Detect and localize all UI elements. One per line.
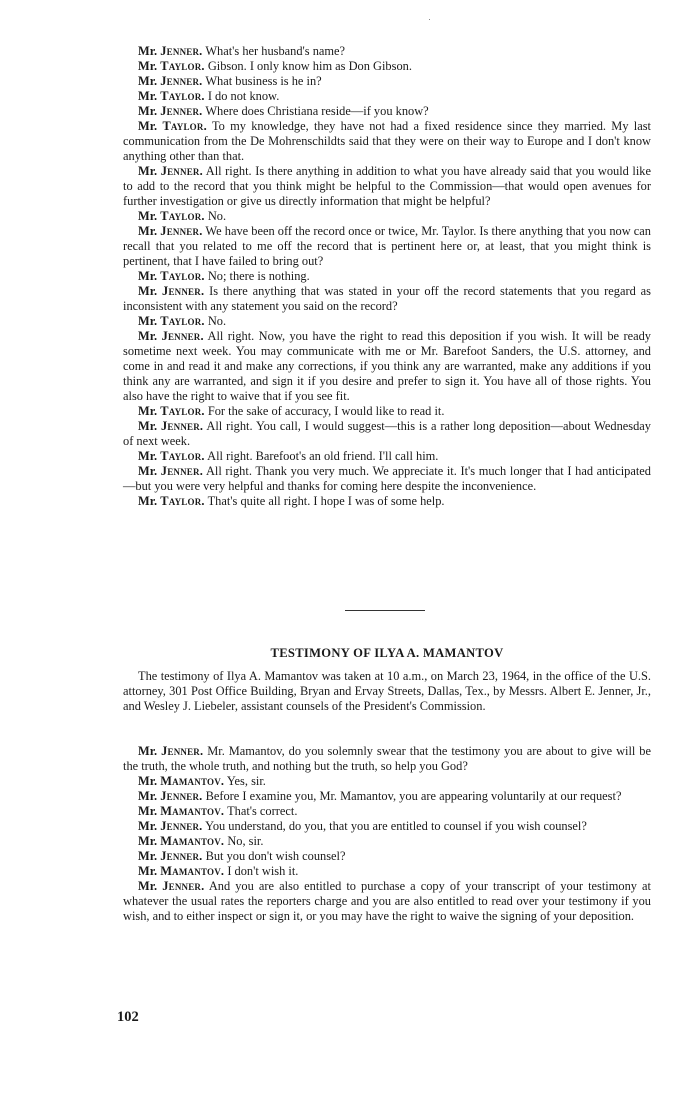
- speaker-honorific: Mr.: [138, 284, 158, 298]
- intro-section: [123, 669, 651, 714]
- dialogue-paragraph: [123, 819, 651, 834]
- mamantov-testimony: [123, 744, 651, 924]
- speaker-honorific: Mr.: [138, 864, 158, 878]
- dialogue-text: Yes, sir.: [226, 774, 266, 788]
- speaker-honorific: Mr.: [138, 789, 158, 803]
- speaker-name: Taylor.: [162, 119, 207, 133]
- speaker-honorific: Mr.: [138, 879, 158, 893]
- dialogue-text: Before I examine you, Mr. Mamantov, you are appearing voluntarily at our request?: [205, 789, 622, 803]
- speaker-name: Taylor.: [160, 494, 205, 508]
- dialogue-text: Mr. Mamantov, do you solemnly swear that the testimony you are about to give will be the truth, the whole truth, and nothing but the truth, so help you God?: [123, 744, 651, 773]
- speaker-name: Mamantov.: [160, 804, 225, 818]
- dialogue-paragraph: [123, 224, 651, 269]
- dialogue-paragraph: [123, 789, 651, 804]
- dialogue-text: That's correct.: [227, 804, 298, 818]
- speaker-name: Jenner.: [160, 74, 203, 88]
- speaker-honorific: Mr.: [138, 269, 158, 283]
- dialogue-paragraph: [123, 849, 651, 864]
- dialogue-paragraph: [123, 494, 651, 509]
- speaker-name: Jenner.: [161, 419, 204, 433]
- dialogue-text: And you are also entitled to purchase a copy of your transcript of your testimony at whatever the usual rates the reporters charge and you are also entitled to read over your testimony if you wish, and to either inspect or sign it, or you may have the right to waive the signing of your deposition.: [123, 879, 651, 923]
- speaker-honorific: Mr.: [138, 164, 158, 178]
- speaker-name: Taylor.: [160, 209, 205, 223]
- dialogue-text: For the sake of accuracy, I would like to read it.: [207, 404, 445, 418]
- speaker-honorific: Mr.: [138, 314, 158, 328]
- dialogue-text: All right. Barefoot's an old friend. I'll call him.: [207, 449, 439, 463]
- speaker-honorific: Mr.: [138, 119, 158, 133]
- dialogue-paragraph: [123, 464, 651, 494]
- dialogue-text: To my knowledge, they have not had a fixed residence since they married. My last communication from the De Mohrenschildts said that they were on their way to Europe and I don't know anything other than that.: [123, 119, 651, 163]
- speaker-name: Jenner.: [160, 44, 203, 58]
- speaker-name: Jenner.: [162, 284, 205, 298]
- speaker-name: Jenner.: [160, 819, 203, 833]
- dialogue-text: All right. Now, you have the right to read this deposition if you wish. It will be ready sometime next week. You may communicate with me or Mr. Barefoot Sanders, the U.S. attorney, and come in and read it and make any corrections, if you think any are warranted, make any additions if you think any are warranted, and sign it if you desire and prefer to sign it. You have all of those rights. You also have the right to waive that if you see fit.: [123, 329, 651, 403]
- dialogue-paragraph: [123, 104, 651, 119]
- speaker-name: Taylor.: [160, 449, 205, 463]
- speaker-honorific: Mr.: [138, 494, 158, 508]
- speaker-honorific: Mr.: [138, 819, 158, 833]
- speaker-name: Jenner.: [161, 329, 204, 343]
- dialogue-paragraph: [123, 419, 651, 449]
- dialogue-paragraph: [123, 209, 651, 224]
- speaker-name: Jenner.: [160, 789, 203, 803]
- dialogue-paragraph: [123, 164, 651, 209]
- dialogue-text: Is there anything that was stated in your off the record statements that you regard as inconsistent with any statement you said on the record?: [123, 284, 651, 313]
- section-title: TESTIMONY OF ILYA A. MAMANTOV: [270, 646, 504, 660]
- speaker-name: Jenner.: [160, 104, 203, 118]
- speaker-name: Mamantov.: [160, 774, 225, 788]
- dialogue-paragraph: [123, 269, 651, 284]
- speaker-name: Mamantov.: [160, 834, 225, 848]
- speaker-honorific: Mr.: [138, 59, 158, 73]
- dialogue-text: You understand, do you, that you are entitled to counsel if you wish counsel?: [205, 819, 587, 833]
- dialogue-text: No; there is nothing.: [207, 269, 310, 283]
- speaker-name: Taylor.: [160, 269, 205, 283]
- dialogue-text: All right. You call, I would suggest—this is a rather long deposition—about Wednesday of next week.: [123, 419, 651, 448]
- taylor-testimony-conclusion: [123, 44, 651, 509]
- speaker-honorific: Mr.: [138, 849, 158, 863]
- speaker-honorific: Mr.: [138, 89, 158, 103]
- dialogue-text: That's quite all right. I hope I was of some help.: [207, 494, 445, 508]
- dialogue-paragraph: [123, 89, 651, 104]
- speaker-honorific: Mr.: [138, 464, 158, 478]
- dialogue-paragraph: [123, 879, 651, 924]
- dialogue-paragraph: [123, 864, 651, 879]
- speaker-name: Jenner.: [160, 464, 203, 478]
- dialogue-paragraph: [123, 59, 651, 74]
- dialogue-paragraph: [123, 314, 651, 329]
- speaker-name: Taylor.: [160, 89, 205, 103]
- speaker-honorific: Mr.: [138, 804, 158, 818]
- dialogue-paragraph: [123, 804, 651, 819]
- speaker-name: Jenner.: [160, 849, 203, 863]
- page-number: 102: [117, 1009, 139, 1025]
- speaker-honorific: Mr.: [138, 404, 158, 418]
- speaker-honorific: Mr.: [138, 449, 158, 463]
- dialogue-paragraph: [123, 449, 651, 464]
- speaker-honorific: Mr.: [138, 419, 158, 433]
- speaker-name: Jenner.: [162, 879, 205, 893]
- speaker-name: Taylor.: [160, 314, 205, 328]
- dialogue-text: No.: [207, 209, 227, 223]
- dialogue-paragraph: [123, 744, 651, 774]
- scan-artifact: [429, 19, 430, 20]
- speaker-honorific: Mr.: [138, 224, 158, 238]
- dialogue-text: We have been off the record once or twice, Mr. Taylor. Is there anything that you now can recall that you related to me off the record that is pertinent here or, at least, that you might think is pertinent, that I have failed to bring out?: [123, 224, 652, 268]
- speaker-honorific: Mr.: [138, 744, 158, 758]
- dialogue-paragraph: [123, 834, 651, 849]
- dialogue-paragraph: [123, 774, 651, 789]
- dialogue-paragraph: [123, 404, 651, 419]
- speaker-honorific: Mr.: [138, 774, 158, 788]
- speaker-name: Jenner.: [160, 164, 203, 178]
- dialogue-text: I don't wish it.: [227, 864, 299, 878]
- dialogue-text: No.: [207, 314, 227, 328]
- speaker-honorific: Mr.: [138, 209, 158, 223]
- speaker-name: Mamantov.: [160, 864, 225, 878]
- dialogue-text: Gibson. I only know him as Don Gibson.: [207, 59, 412, 73]
- dialogue-text: What's her husband's name?: [205, 44, 346, 58]
- dialogue-paragraph: [123, 329, 651, 404]
- dialogue-text: All right. Is there anything in addition to what you have already said that you would like to add to the record that you think might be helpful to the Commission—that would open avenues for further investigation or give us directly information that might be helpful?: [123, 164, 651, 208]
- intro-paragraph: The testimony of Ilya A. Mamantov was taken at 10 a.m., on March 23, 1964, in the office of the U.S. attorney, 301 Post Office Building, Bryan and Ervay Streets, Dallas, Tex., by Messrs. Albert E. Jenner, Jr., and Wesley J. Liebeler, assistant counsels of the President's Commission.: [123, 669, 651, 713]
- dialogue-paragraph: [123, 119, 651, 164]
- dialogue-text: But you don't wish counsel?: [205, 849, 346, 863]
- speaker-honorific: Mr.: [138, 104, 158, 118]
- document-page: [117, 0, 652, 1104]
- dialogue-paragraph: [123, 74, 651, 89]
- dialogue-text: All right. Thank you very much. We appreciate it. It's much longer that I had anticipated—but you were very helpful and thanks for coming here despite the inconvenience.: [123, 464, 651, 493]
- speaker-name: Taylor.: [160, 404, 205, 418]
- speaker-honorific: Mr.: [138, 329, 158, 343]
- dialogue-text: Where does Christiana reside—if you know?: [205, 104, 429, 118]
- speaker-honorific: Mr.: [138, 44, 158, 58]
- section-divider: [345, 610, 425, 611]
- speaker-name: Jenner.: [161, 744, 204, 758]
- dialogue-text: I do not know.: [207, 89, 280, 103]
- speaker-honorific: Mr.: [138, 74, 158, 88]
- speaker-name: Taylor.: [160, 59, 205, 73]
- speaker-honorific: Mr.: [138, 834, 158, 848]
- dialogue-text: No, sir.: [227, 834, 264, 848]
- speaker-name: Jenner.: [160, 224, 203, 238]
- dialogue-paragraph: [123, 44, 651, 59]
- dialogue-text: What business is he in?: [205, 74, 322, 88]
- dialogue-paragraph: [123, 284, 651, 314]
